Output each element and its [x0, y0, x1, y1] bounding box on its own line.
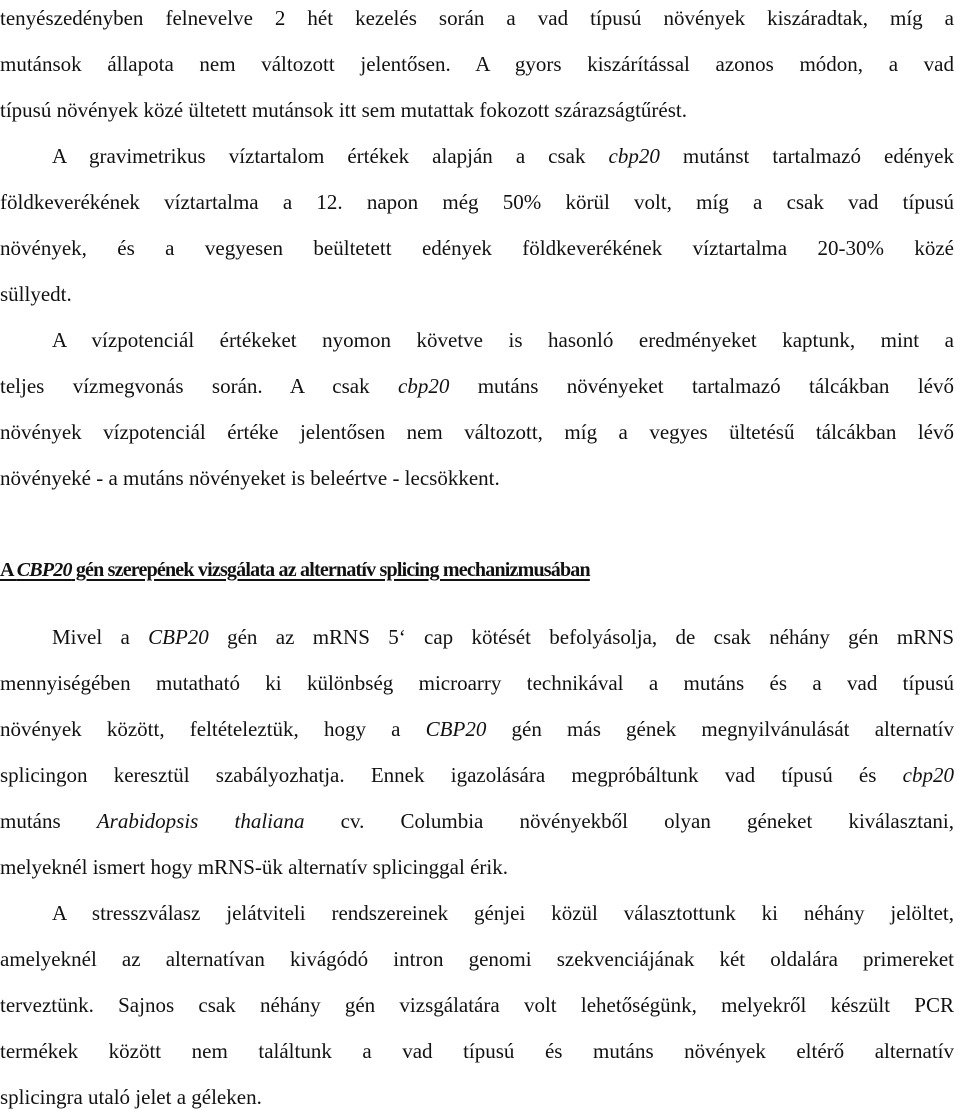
s2-line-5: splicingra utaló jelet a géleken.: [0, 1085, 262, 1109]
s1-line-1: Mivel a CBP20 gén az mRNS 5‘ cap kötését befolyásolja, de csak néhány gén mRNS: [52, 625, 955, 649]
s2-line-2: amelyeknél az alternatívan kivágódó intron genomi szekvenciájának két oldalára primereket: [0, 947, 954, 971]
section-heading: A CBP20 gén szerepének vizsgálata az alternatív splicing mechanizmusában: [0, 559, 590, 581]
p2-line-3: növények, és a vegyesen beültetett edények földkeverékének víztartalma 20-30% közé: [0, 236, 954, 260]
s1-line-2: mennyiségében mutatható ki különbség microarry technikával a mutáns és a vad típusú: [0, 671, 954, 695]
s1-line-5: mutáns Arabidopsis thaliana cv. Columbia növényekből olyan géneket kiválasztani,: [0, 809, 954, 833]
species-name-italic: Arabidopsis thaliana: [96, 809, 305, 833]
p2-line-1: A gravimetrikus víztartalom értékek alapján a csak cbp20 mutánst tartalmazó edények: [52, 144, 954, 168]
p2-line-4: süllyedt.: [0, 282, 72, 306]
gene-name-italic: cbp20: [608, 144, 660, 168]
p3-line-4: növényeké - a mutáns növényeket is beleértve - lecsökkent.: [0, 466, 500, 490]
s2-line-1: A stresszválasz jelátviteli rendszereinek génjei közül választottunk ki néhány jelöltet,: [52, 901, 954, 925]
s2-line-4: termékek között nem találtunk a vad típusú és mutáns növények eltérő alternatív: [0, 1039, 954, 1063]
p3-line-3: növények vízpotenciál értéke jelentősen nem változott, míg a vegyes ültetésű tálcákban lévő: [0, 420, 954, 444]
gene-name-italic: cbp20: [398, 374, 450, 398]
p3-line-2: teljes vízmegvonás során. A csak cbp20 mutáns növényeket tartalmazó tálcákban lévő: [0, 374, 954, 398]
gene-name-italic: CBP20: [148, 625, 209, 649]
p1-line-1: tenyészedényben felnevelve 2 hét kezelés során a vad típusú növények kiszáradtak, míg a: [0, 6, 954, 30]
p1-line-2: mutánsok állapota nem változott jelentősen. A gyors kiszárítással azonos módon, a vad: [0, 52, 954, 76]
s2-line-3: terveztünk. Sajnos csak néhány gén vizsgálatára volt lehetőségünk, melyekről készült PCR: [0, 993, 954, 1017]
p1-line-3: típusú növények közé ültetett mutánsok itt sem mutattak fokozott szárazságtűrést.: [0, 98, 687, 122]
p2-line-2: földkeverékének víztartalma a 12. napon még 50% körül volt, míg a csak vad típusú: [0, 190, 954, 214]
s1-line-6: melyeknél ismert hogy mRNS-ük alternatív splicinggal érik.: [0, 855, 508, 879]
s1-line-4: splicingon keresztül szabályozhatja. Ennek igazolására megpróbáltunk vad típusú és cbp20: [0, 763, 954, 787]
gene-name-italic: CBP20: [425, 717, 487, 741]
gene-name-italic: cbp20: [902, 763, 954, 787]
s1-line-3: növények között, feltételeztük, hogy a CBP20 gén más gének megnyilvánulását alternatív: [0, 717, 954, 741]
p3-line-1: A vízpotenciál értékeket nyomon követve is hasonló eredményeket kaptunk, mint a: [52, 328, 954, 352]
heading-gene-italic: CBP20: [16, 559, 72, 581]
